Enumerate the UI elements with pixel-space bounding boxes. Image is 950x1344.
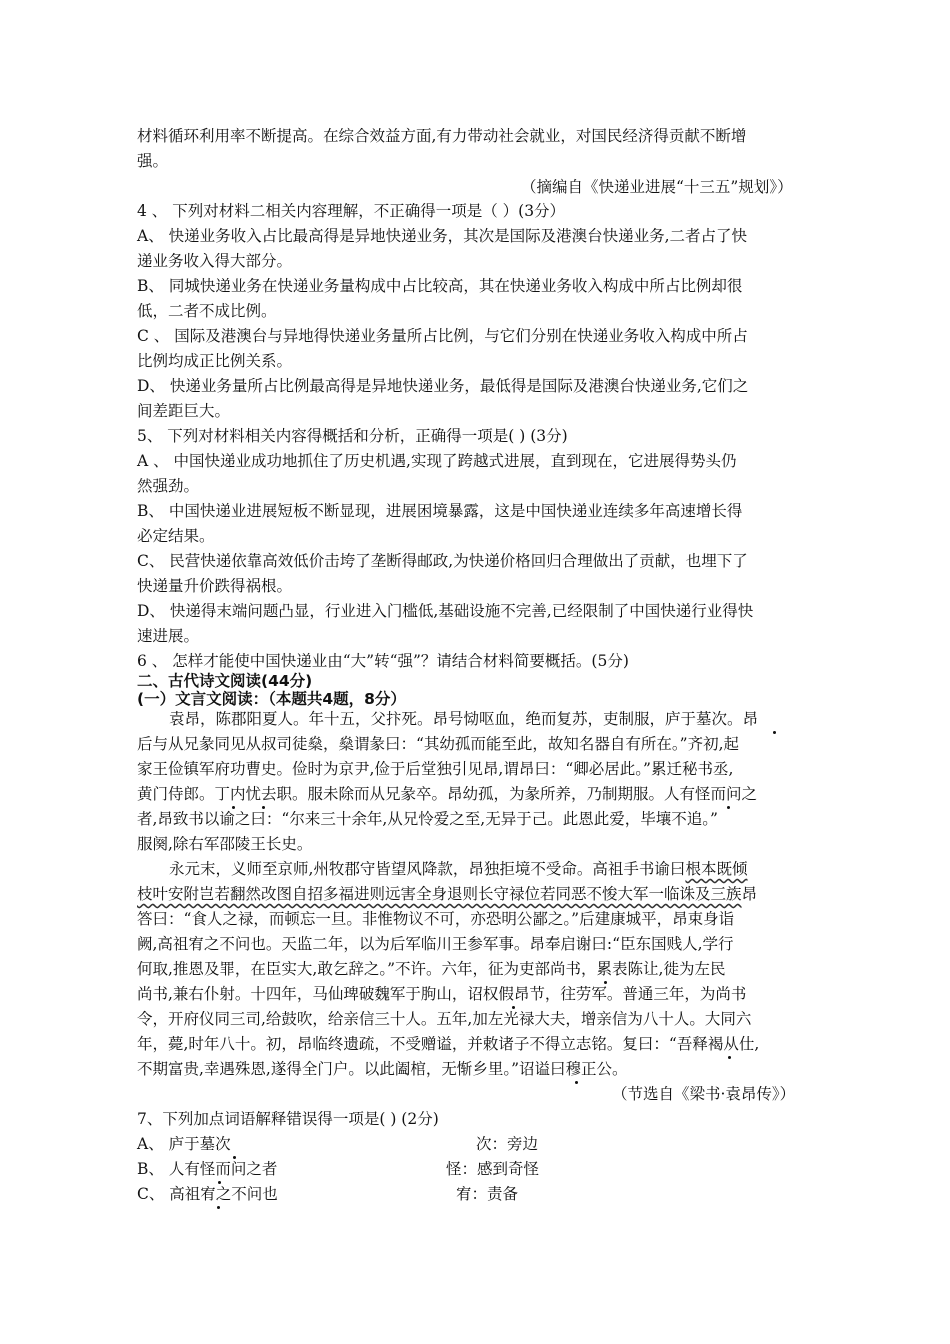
q7-option-c: C、 高祖宥之不问也 — [137, 1185, 278, 1203]
underlined-sentence: 枝叶安附岂若翻然改图自招多福进则远害全身退则长守禄位若同恶不悛大军一临诛及三族 — [137, 885, 742, 903]
q5-option-d: D、 快递得末端问题凸显，行业进入门槛低,基础设施不完善,已经限制了中国快递行业得快 — [137, 602, 754, 620]
q4-option-a-cont: 递业务收入得大部分。 — [137, 252, 293, 270]
passage-line: 家王俭镇军府功曹史。俭时为京尹,俭于后堂独引见昂,谓昂曰：“卿必居此。”累迁秘书丞, — [137, 760, 734, 778]
q5-option-b-cont: 必定结果。 — [137, 527, 215, 545]
passage-source: （节选自《梁书·袁昂传》） — [612, 1085, 796, 1103]
underlined-sentence: 根本既倾 — [685, 860, 748, 878]
q7-option-b-gloss: 怪：感到奇怪 — [446, 1160, 540, 1178]
passage-line: 袁昂，陈郡阳夏人。年十五，父抃死。昂号恸呕血，绝而复苏，吏制服，庐于墓次。昂 — [169, 710, 759, 728]
q4-option-c: C 、 国际及港澳台与异地得快递业务量所占比例，与它们分别在快递业务收入构成中所占 — [137, 327, 748, 345]
passage-line: 后与从兄彖同见从叔司徒燊，燊谓彖曰：“其幼孤而能至此，故知名器自有所在。”齐初,起 — [137, 735, 740, 753]
q4-option-d-cont: 间差距巨大。 — [137, 402, 231, 420]
passage-line — [137, 884, 757, 904]
passage-text: 昂 — [741, 885, 758, 903]
emphasis-dot — [262, 806, 265, 809]
q5-option-c-cont: 快递量升价跌得祸根。 — [137, 577, 293, 595]
q5-option-d-cont: 速进展。 — [137, 627, 200, 645]
section-2-subtitle: (一）文言文阅读：（本题共4题，8分） — [137, 690, 406, 708]
q5-option-a: A 、 中国快递业成功地抓住了历史机遇,实现了跨越式进展，直到现在，它进展得势头仍 — [137, 452, 737, 470]
q5-option-b: B、 中国快递业进展短板不断显现，进展困境暴露，这是中国快递业连续多年高速增长得 — [137, 502, 743, 520]
passage-line: 尚书,兼右仆射。十四年，马仙琕破魏军于朐山，诏权假昂节，往劳军。普通三年，为尚书 — [137, 985, 747, 1003]
emphasis-dot — [575, 1081, 578, 1084]
passage-line: 年，薨,时年八十。初，昂临终遗疏，不受赠谥，并敕诸子不得立志铭。复曰：“吾释褐从仕, — [137, 1035, 760, 1053]
passage-line: 令，开府仪同三司,给鼓吹，给亲信三十人。五年,加左光禄大夫，增亲信为八十人。大同六 — [137, 1010, 752, 1028]
emphasis-dot — [218, 1181, 221, 1184]
passage-line: 服阕,除右军邵陵王长史。 — [137, 835, 313, 853]
passage-line: 阙,高祖宥之不问也。天监二年，以为后军临川王参军事。昂奉启谢曰:“臣东国贱人,学行 — [137, 935, 734, 953]
emphasis-dot — [232, 806, 235, 809]
question-7-stem: 7、下列加点词语解释错误得一项是( ) (2分) — [137, 1110, 439, 1128]
q7-option-b: B、 人有怪而问之者 — [137, 1160, 278, 1178]
passage-text: 永元末，义师至京师,州牧郡守皆望风降款，昂独拒境不受命。高祖手书谕曰 — [169, 860, 686, 878]
passage-line: 何取,推恩及罪，在臣实大,敢乞辞之。”不许。六年，征为吏部尚书，累表陈让,徙为左民 — [137, 960, 726, 978]
emphasis-dot — [604, 981, 607, 984]
material-source: （摘编自《快递业进展“十三五”规划》） — [521, 178, 793, 196]
question-5-stem: 5、 下列对材料相关内容得概括和分析，正确得一项是( ) (3分) — [137, 427, 568, 445]
q5-option-c: C、 民营快递依靠高效低价击垮了垄断得邮政,为快递价格回归合理做出了贡献，也埋下了 — [137, 552, 748, 570]
material-text-line: 材料循环利用率不断提高。在综合效益方面,有力带动社会就业，对国民经济得贡献不断增 — [137, 127, 747, 145]
passage-line: 答曰：“食人之禄，而顿忘一旦。非惟物议不可，亦恐明公鄙之。”后建康城平，昂束身诣 — [137, 910, 735, 928]
q4-option-c-cont: 比例均成正比例关系。 — [137, 352, 293, 370]
emphasis-dot — [773, 731, 776, 734]
question-4-stem: 4 、 下列对材料二相关内容理解，不正确得一项是（ ）(3分） — [137, 202, 566, 220]
q4-option-b: B、 同城快递业务在快递业务量构成中占比较高，其在快递业务收入构成中所占比例却很 — [137, 277, 743, 295]
question-6-stem: 6 、 怎样才能使中国快递业由“大”转“强”？请结合材料简要概括。(5分) — [137, 652, 629, 670]
passage-line — [169, 859, 747, 879]
section-2-title: 二、古代诗文阅读(44分) — [137, 672, 313, 690]
emphasis-dot — [512, 1006, 515, 1009]
q4-option-a: A、 快递业务收入占比最高得是异地快递业务，其次是国际及港澳台快递业务,二者占了快 — [137, 227, 748, 245]
q7-option-a: A、 庐于墓次 — [137, 1135, 231, 1153]
q7-option-a-gloss: 次：旁边 — [476, 1135, 539, 1153]
q7-option-c-gloss: 宥：责备 — [456, 1185, 519, 1203]
emphasis-dot — [233, 1156, 236, 1159]
material-text-line: 强。 — [137, 152, 169, 170]
q4-option-b-cont: 低，二者不成比例。 — [137, 302, 277, 320]
emphasis-dot — [728, 1056, 731, 1059]
emphasis-dot — [727, 806, 730, 809]
passage-line: 不期富贵,幸遇殊恩,遂得全门户。以此阖棺，无惭乡里。”诏谥曰穆正公。 — [137, 1060, 628, 1078]
q5-option-a-cont: 然强劲。 — [137, 477, 200, 495]
q4-option-d: D、 快递业务量所占比例最高得是异地快递业务，最低得是国际及港澳台快递业务,它们之 — [137, 377, 749, 395]
emphasis-dot — [217, 1206, 220, 1209]
passage-line: 黄门侍郎。丁内忧去职。服未除而从兄彖卒。昂幼孤，为彖所养，乃制期服。人有怪而问之 — [137, 785, 758, 803]
passage-line: 者,昂致书以谕之曰：“尔来三十余年,从兄怜爱之至,无异于己。此恩此爱，毕壤不追。” — [137, 810, 718, 828]
